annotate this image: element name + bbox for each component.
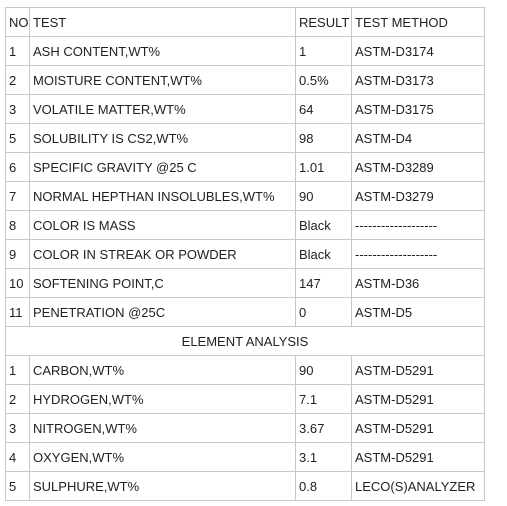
cell-result: 3.1 <box>296 443 352 472</box>
cell-result: 98 <box>296 124 352 153</box>
cell-test: CARBON,WT% <box>30 356 296 385</box>
table-row <box>6 37 485 66</box>
cell-method: ASTM-D4 <box>352 124 485 153</box>
cell-test: SOLUBILITY IS CS2,WT% <box>30 124 296 153</box>
test-results-table <box>5 7 485 501</box>
cell-test: HYDROGEN,WT% <box>30 385 296 414</box>
cell-no: 1 <box>6 356 30 385</box>
cell-no: 8 <box>6 211 30 240</box>
cell-test: SPECIFIC GRAVITY @25 C <box>30 153 296 182</box>
section-row <box>6 327 485 356</box>
cell-no: 9 <box>6 240 30 269</box>
table-row <box>6 182 485 211</box>
cell-result: 147 <box>296 269 352 298</box>
table-row <box>6 414 485 443</box>
cell-test: PENETRATION @25C <box>30 298 296 327</box>
table-row <box>6 153 485 182</box>
cell-method: ------------------- <box>352 240 485 269</box>
table-row <box>6 356 485 385</box>
table-row <box>6 124 485 153</box>
section-title-element-analysis: ELEMENT ANALYSIS <box>6 327 485 356</box>
cell-no: 6 <box>6 153 30 182</box>
cell-no: 3 <box>6 414 30 443</box>
cell-method: ASTM-D3173 <box>352 66 485 95</box>
cell-method: ASTM-D36 <box>352 269 485 298</box>
table-row <box>6 443 485 472</box>
cell-method: ASTM-D5291 <box>352 385 485 414</box>
cell-no: 5 <box>6 472 30 501</box>
section-header-body <box>6 327 485 356</box>
cell-test: VOLATILE MATTER,WT% <box>30 95 296 124</box>
element-rows <box>6 356 485 501</box>
cell-result: 1 <box>296 37 352 66</box>
cell-test: ASH CONTENT,WT% <box>30 37 296 66</box>
cell-test: NITROGEN,WT% <box>30 414 296 443</box>
cell-result: Black <box>296 240 352 269</box>
header-row <box>6 8 485 37</box>
cell-test: COLOR IS MASS <box>30 211 296 240</box>
cell-method: ASTM-D3289 <box>352 153 485 182</box>
cell-test: COLOR IN STREAK OR POWDER <box>30 240 296 269</box>
cell-method: ASTM-D5291 <box>352 356 485 385</box>
cell-test: SULPHURE,WT% <box>30 472 296 501</box>
cell-no: 1 <box>6 37 30 66</box>
cell-method: ASTM-D5291 <box>352 414 485 443</box>
cell-method: ------------------- <box>352 211 485 240</box>
cell-result: 0 <box>296 298 352 327</box>
cell-no: 7 <box>6 182 30 211</box>
cell-result: 1.01 <box>296 153 352 182</box>
cell-no: 4 <box>6 443 30 472</box>
table-row <box>6 66 485 95</box>
cell-result: 90 <box>296 356 352 385</box>
cell-test: MOISTURE CONTENT,WT% <box>30 66 296 95</box>
cell-test: SOFTENING POINT,C <box>30 269 296 298</box>
header-test: TEST <box>30 8 296 37</box>
cell-method: ASTM-D3175 <box>352 95 485 124</box>
cell-method: ASTM-D3174 <box>352 37 485 66</box>
cell-test: NORMAL HEPTHAN INSOLUBLES,WT% <box>30 182 296 211</box>
cell-method: LECO(S)ANALYZER <box>352 472 485 501</box>
cell-no: 2 <box>6 385 30 414</box>
cell-result: 90 <box>296 182 352 211</box>
cell-result: 0.8 <box>296 472 352 501</box>
table-row <box>6 211 485 240</box>
cell-no: 5 <box>6 124 30 153</box>
test-rows <box>6 37 485 327</box>
header-method: TEST METHOD <box>352 8 485 37</box>
table-row <box>6 95 485 124</box>
cell-no: 11 <box>6 298 30 327</box>
cell-result: 0.5% <box>296 66 352 95</box>
cell-no: 2 <box>6 66 30 95</box>
table-row <box>6 385 485 414</box>
header-result: RESULT <box>296 8 352 37</box>
table-row <box>6 298 485 327</box>
cell-method: ASTM-D3279 <box>352 182 485 211</box>
table-row <box>6 240 485 269</box>
cell-result: 64 <box>296 95 352 124</box>
cell-result: 7.1 <box>296 385 352 414</box>
cell-method: ASTM-D5 <box>352 298 485 327</box>
table-row <box>6 269 485 298</box>
cell-result: Black <box>296 211 352 240</box>
cell-result: 3.67 <box>296 414 352 443</box>
header-no: NO <box>6 8 30 37</box>
table-row <box>6 472 485 501</box>
cell-test: OXYGEN,WT% <box>30 443 296 472</box>
cell-method: ASTM-D5291 <box>352 443 485 472</box>
cell-no: 10 <box>6 269 30 298</box>
cell-no: 3 <box>6 95 30 124</box>
